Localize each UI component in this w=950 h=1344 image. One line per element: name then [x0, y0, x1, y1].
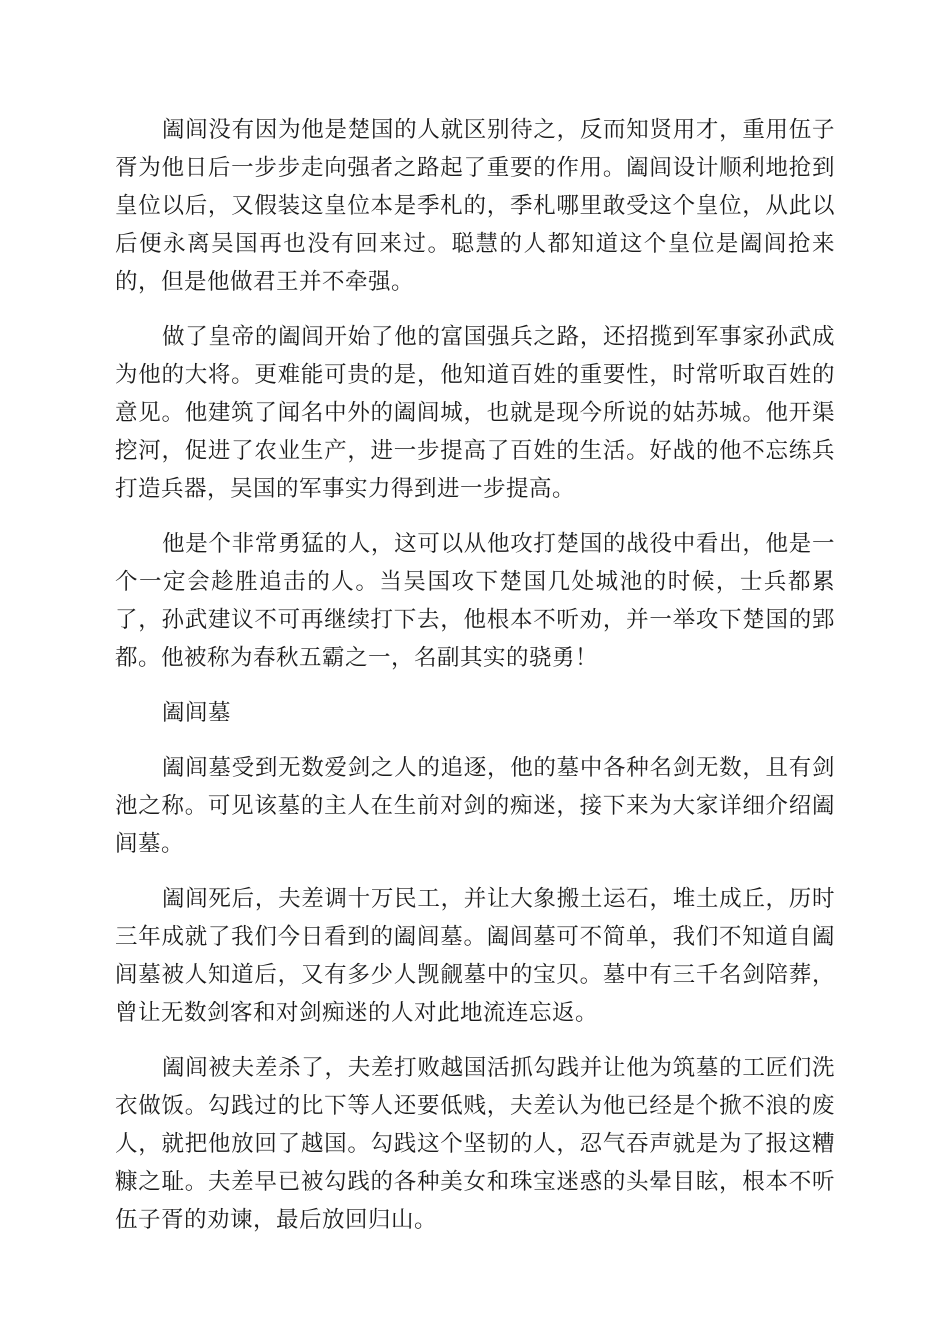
- paragraph: 阖闾死后，夫差调十万民工，并让大象搬土运石，堆土成丘，历时三年成就了我们今日看到的阖闾墓。阖闾墓可不简单，我们不知道自阖闾墓被人知道后，又有多少人觊觎墓中的宝贝。墓中有三千名剑陪葬，曾让无数剑客和对剑痴迷的人对此地流连忘返。: [115, 886, 835, 1026]
- paragraph: 阖闾被夫差杀了，夫差打败越国活抓勾践并让他为筑墓的工匠们洗衣做饭。勾践过的比下等人还要低贱，夫差认为他已经是个掀不浪的废人，就把他放回了越国。勾践这个坚韧的人，忍气吞声就是为了报这糟糠之耻。夫差早已被勾践的各种美女和珠宝迷惑的头晕目眩，根本不听伍子胥的劝谏，最后放回归山。: [115, 1055, 835, 1233]
- paragraph: 他是个非常勇猛的人，这可以从他攻打楚国的战役中看出，他是一个一定会趁胜追击的人。当吴国攻下楚国几处城池的时候，士兵都累了，孙武建议不可再继续打下去，他根本不听劝，并一举攻下楚国的郢都。他被称为春秋五霸之一，名副其实的骁勇！: [115, 531, 835, 671]
- section-heading: 阖闾墓: [162, 700, 232, 726]
- paragraph: 做了皇帝的阖闾开始了他的富国强兵之路，还招揽到军事家孙武成为他的大将。更难能可贵的是，他知道百姓的重要性，时常听取百姓的意见。他建筑了闻名中外的阖闾城，也就是现今所说的姑苏城。他开渠挖河，促进了农业生产，进一步提高了百姓的生活。好战的他不忘练兵打造兵器，吴国的军事实力得到进一步提高。: [115, 324, 835, 502]
- paragraph: 阖闾墓受到无数爱剑之人的追逐，他的墓中各种名剑无数，且有剑池之称。可见该墓的主人在生前对剑的痴迷，接下来为大家详细介绍阖闾墓。: [115, 755, 835, 857]
- document-page: [115, 111, 835, 1256]
- paragraph: 阖闾没有因为他是楚国的人就区别待之，反而知贤用才，重用伍子胥为他日后一步步走向强者之路起了重要的作用。阖闾设计顺利地抢到皇位以后，又假装这皇位本是季札的，季札哪里敢受这个皇位，从此以后便永离吴国再也没有回来过。聪慧的人都知道这个皇位是阖闾抢来的，但是他做君王并不牵强。: [115, 117, 835, 295]
